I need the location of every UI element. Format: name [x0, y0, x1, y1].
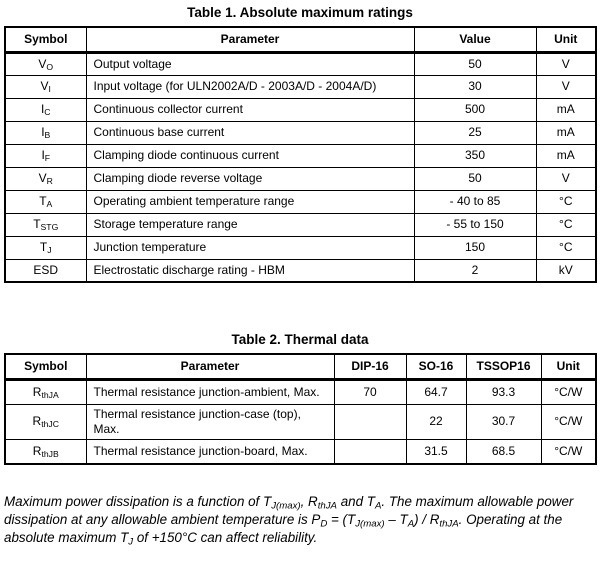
symbol-base: I	[41, 125, 45, 139]
footnote-subscript: A	[374, 500, 382, 512]
unit-cell: kV	[536, 259, 596, 282]
column-header-symbol: Symbol	[5, 354, 86, 379]
value-cell: 30	[414, 75, 536, 98]
symbol-cell	[5, 75, 86, 98]
symbol-subscript: STG	[40, 222, 59, 233]
unit-cell: V	[536, 75, 596, 98]
tssop16-cell: 68.5	[466, 439, 541, 464]
parameter-cell: Junction temperature	[86, 236, 414, 259]
footnote-text: . The maximum allowable power dissipation at any allowable ambient temperature is P	[4, 494, 574, 527]
symbol-subscript: thJA	[41, 389, 59, 400]
tssop16-cell: 93.3	[466, 379, 541, 404]
table-row	[5, 439, 596, 464]
footnote-text: . Operating at the absolute maximum T	[4, 511, 563, 545]
symbol-base: V	[40, 79, 49, 93]
column-header-tssop16: TSSOP16	[466, 354, 541, 379]
parameter-cell: Input voltage (for ULN2002A/D - 2003A/D - 2004A/D)	[86, 75, 414, 98]
unit-cell: mA	[536, 144, 596, 167]
parameter-cell: Continuous collector current	[86, 98, 414, 121]
table2-body	[5, 379, 596, 464]
dip16-cell	[334, 404, 406, 439]
table-row	[5, 404, 596, 439]
unit-cell: mA	[536, 98, 596, 121]
parameter-cell: Output voltage	[86, 52, 414, 75]
symbol-subscript: B	[44, 130, 51, 141]
column-header-symbol: Symbol	[5, 27, 86, 52]
table2-header	[5, 354, 596, 379]
symbol-subscript: A	[46, 199, 53, 210]
symbol-subscript: C	[44, 107, 51, 118]
symbol-cell	[5, 439, 86, 464]
footnote	[4, 493, 596, 546]
table-row	[5, 144, 596, 167]
parameter-cell: Electrostatic discharge rating - HBM	[86, 259, 414, 282]
so16-cell: 22	[406, 404, 466, 439]
table2	[4, 353, 597, 465]
symbol-subscript: I	[48, 84, 51, 95]
symbol-cell	[5, 190, 86, 213]
footnote-subscript: J(max)	[355, 518, 385, 530]
column-header-parameter: Parameter	[86, 27, 414, 52]
symbol-base: R	[32, 384, 42, 399]
value-cell: 350	[414, 144, 536, 167]
parameter-cell: Continuous base current	[86, 121, 414, 144]
parameter-cell: Clamping diode reverse voltage	[86, 167, 414, 190]
column-header-dip16: DIP-16	[334, 354, 406, 379]
symbol-subscript: R	[46, 176, 53, 187]
symbol-cell	[5, 236, 86, 259]
symbol-subscript: F	[44, 153, 51, 164]
symbol-subscript: J	[47, 245, 52, 256]
symbol-subscript: O	[46, 61, 54, 72]
table-row	[5, 236, 596, 259]
symbol-cell	[5, 213, 86, 236]
table-row	[5, 98, 596, 121]
column-header-so16: SO-16	[406, 354, 466, 379]
symbol-base: T	[39, 240, 48, 254]
unit-cell: °C/W	[541, 439, 596, 464]
parameter-cell: Clamping diode continuous current	[86, 144, 414, 167]
table1-title: Table 1. Absolute maximum ratings	[187, 5, 413, 20]
footnote-subscript: J(max)	[271, 500, 301, 512]
parameter-cell: Storage temperature range	[86, 213, 414, 236]
dip16-cell	[334, 439, 406, 464]
column-header-parameter: Parameter	[86, 354, 334, 379]
symbol-base: ESD	[33, 262, 59, 277]
symbol-base: V	[38, 171, 47, 185]
symbol-cell	[5, 259, 86, 282]
symbol-cell	[5, 167, 86, 190]
value-cell: 150	[414, 236, 536, 259]
value-cell: - 40 to 85	[414, 190, 536, 213]
table2-section	[0, 327, 600, 465]
footnote-text: = (T	[327, 511, 356, 527]
unit-cell: °C/W	[541, 404, 596, 439]
unit-cell: °C/W	[541, 379, 596, 404]
symbol-cell	[5, 98, 86, 121]
table1-header-row	[5, 27, 596, 52]
footnote-text: , R	[300, 494, 318, 509]
tssop16-cell: 30.7	[466, 404, 541, 439]
table-row	[5, 213, 596, 236]
unit-cell: °C	[536, 190, 596, 213]
footnote-text: – T	[384, 511, 408, 527]
footnote-subscript: thJA	[317, 500, 337, 512]
table1-header	[5, 27, 596, 52]
footnote-subscript: A	[407, 518, 415, 530]
table1	[4, 26, 597, 283]
symbol-base: I	[41, 148, 45, 162]
value-cell: - 55 to 150	[414, 213, 536, 236]
table2-title: Table 2. Thermal data	[231, 332, 369, 347]
unit-cell: °C	[536, 213, 596, 236]
table1-body	[5, 52, 596, 282]
value-cell: 50	[414, 52, 536, 75]
dip16-cell: 70	[334, 379, 406, 404]
parameter-cell: Thermal resistance junction-case (top), Max.	[86, 404, 334, 439]
footnote-text: of +150°C can affect reliability.	[133, 529, 318, 545]
unit-cell: V	[536, 52, 596, 75]
symbol-cell	[5, 52, 86, 75]
symbol-cell	[5, 121, 86, 144]
table-row	[5, 190, 596, 213]
so16-cell: 64.7	[406, 379, 466, 404]
symbol-base: R	[32, 443, 42, 458]
table-row	[5, 52, 596, 75]
symbol-base: I	[40, 102, 45, 116]
table2-header-row	[5, 354, 596, 379]
column-header-unit: Unit	[541, 354, 596, 379]
symbol-cell	[5, 404, 86, 439]
column-header-unit: Unit	[536, 27, 596, 52]
symbol-base: T	[33, 217, 41, 231]
table-row	[5, 379, 596, 404]
symbol-subscript: thJC	[41, 419, 59, 430]
footnote-text: ) / R	[414, 511, 440, 527]
parameter-cell: Thermal resistance junction-board, Max.	[86, 439, 334, 464]
footnote-text: Maximum power dissipation is a function of T	[4, 494, 272, 509]
table-row	[5, 75, 596, 98]
parameter-cell: Operating ambient temperature range	[86, 190, 414, 213]
unit-cell: °C	[536, 236, 596, 259]
column-header-value: Value	[414, 27, 536, 52]
table-row	[5, 167, 596, 190]
unit-cell: mA	[536, 121, 596, 144]
symbol-base: V	[38, 56, 47, 71]
so16-cell: 31.5	[406, 439, 466, 464]
value-cell: 2	[414, 259, 536, 282]
unit-cell: V	[536, 167, 596, 190]
footnote-subscript: D	[320, 518, 328, 530]
symbol-base: T	[39, 194, 47, 208]
footnote-text: and T	[336, 494, 375, 509]
symbol-cell	[5, 144, 86, 167]
value-cell: 25	[414, 121, 536, 144]
parameter-cell: Thermal resistance junction-ambient, Max.	[86, 379, 334, 404]
symbol-base: R	[32, 414, 42, 428]
value-cell: 500	[414, 98, 536, 121]
footnote-subscript: J	[128, 536, 134, 548]
value-cell: 50	[414, 167, 536, 190]
symbol-cell	[5, 379, 86, 404]
table-row	[5, 259, 596, 282]
table-row	[5, 121, 596, 144]
footnote-subscript: thJA	[439, 518, 459, 530]
symbol-subscript: thJB	[41, 448, 59, 459]
table1-section	[0, 0, 600, 283]
